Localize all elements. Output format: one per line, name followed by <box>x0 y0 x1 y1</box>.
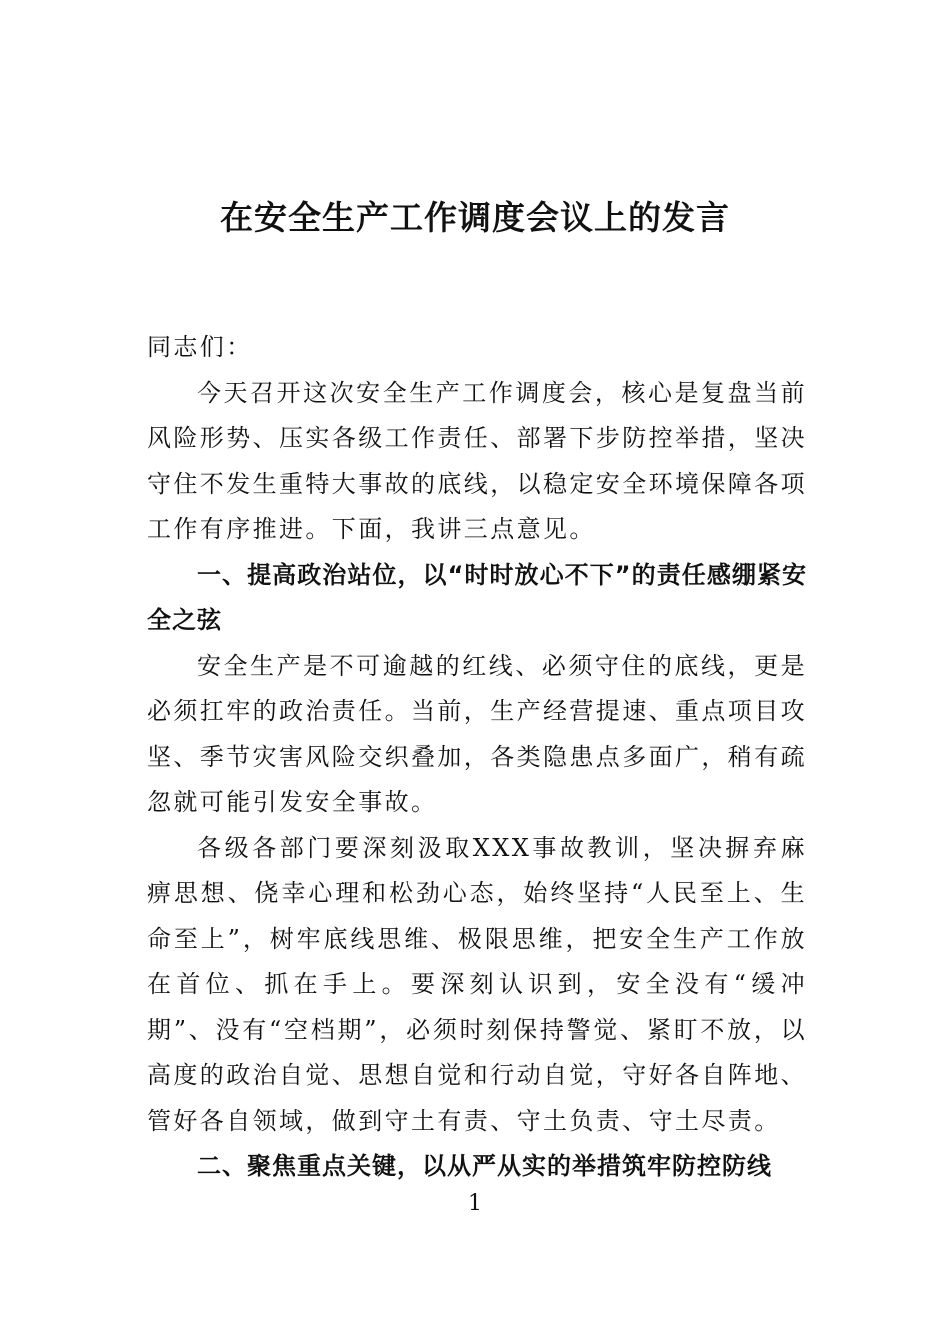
document-title: 在安全生产工作调度会议上的发言 <box>220 198 730 237</box>
section-heading-1: 一、提高政治站位，以“时时放心不下”的责任感绷紧安全之弦 <box>147 560 807 634</box>
body-paragraph: 安全生产是不可逾越的红线、必须守住的底线，更是必须扛牢的政治责任。当前，生产经营提速、重点项目攻坚、季节灾害风险交织叠加，各类隐患点多面广，稍有疏忽就可能引发安全事故。 <box>147 651 807 816</box>
page-number: 1 <box>468 1191 482 1216</box>
document-body <box>147 325 807 1190</box>
body-paragraph: 各级各部门要深刻汲取XXX事故教训，坚决摒弃麻痹思想、侥幸心理和松劲心态，始终坚持“人民至上、生命至上”，树牢底线思维、极限思维，把安全生产工作放在首位、抓在手上。要深刻认识到，安全没有“缓冲期”、没有“空档期”，必须时刻保持警觉、紧盯不放，以高度的政治自觉、思想自觉和行动自觉，守好各自阵地、管好各自领域，做到守土有责、守土负责、守土尽责。 <box>147 833 807 1135</box>
intro-paragraph: 今天召开这次安全生产工作调度会，核心是复盘当前风险形势、压实各级工作责任、部署下步防控举措，坚决守住不发生重特大事故的底线，以稳定安全环境保障各项工作有序推进。下面，我讲三点意见。 <box>147 378 807 543</box>
salutation: 同志们： <box>147 333 253 361</box>
section-heading-2: 二、聚焦重点关键，以从严从实的举措筑牢防控防线 <box>197 1152 772 1180</box>
